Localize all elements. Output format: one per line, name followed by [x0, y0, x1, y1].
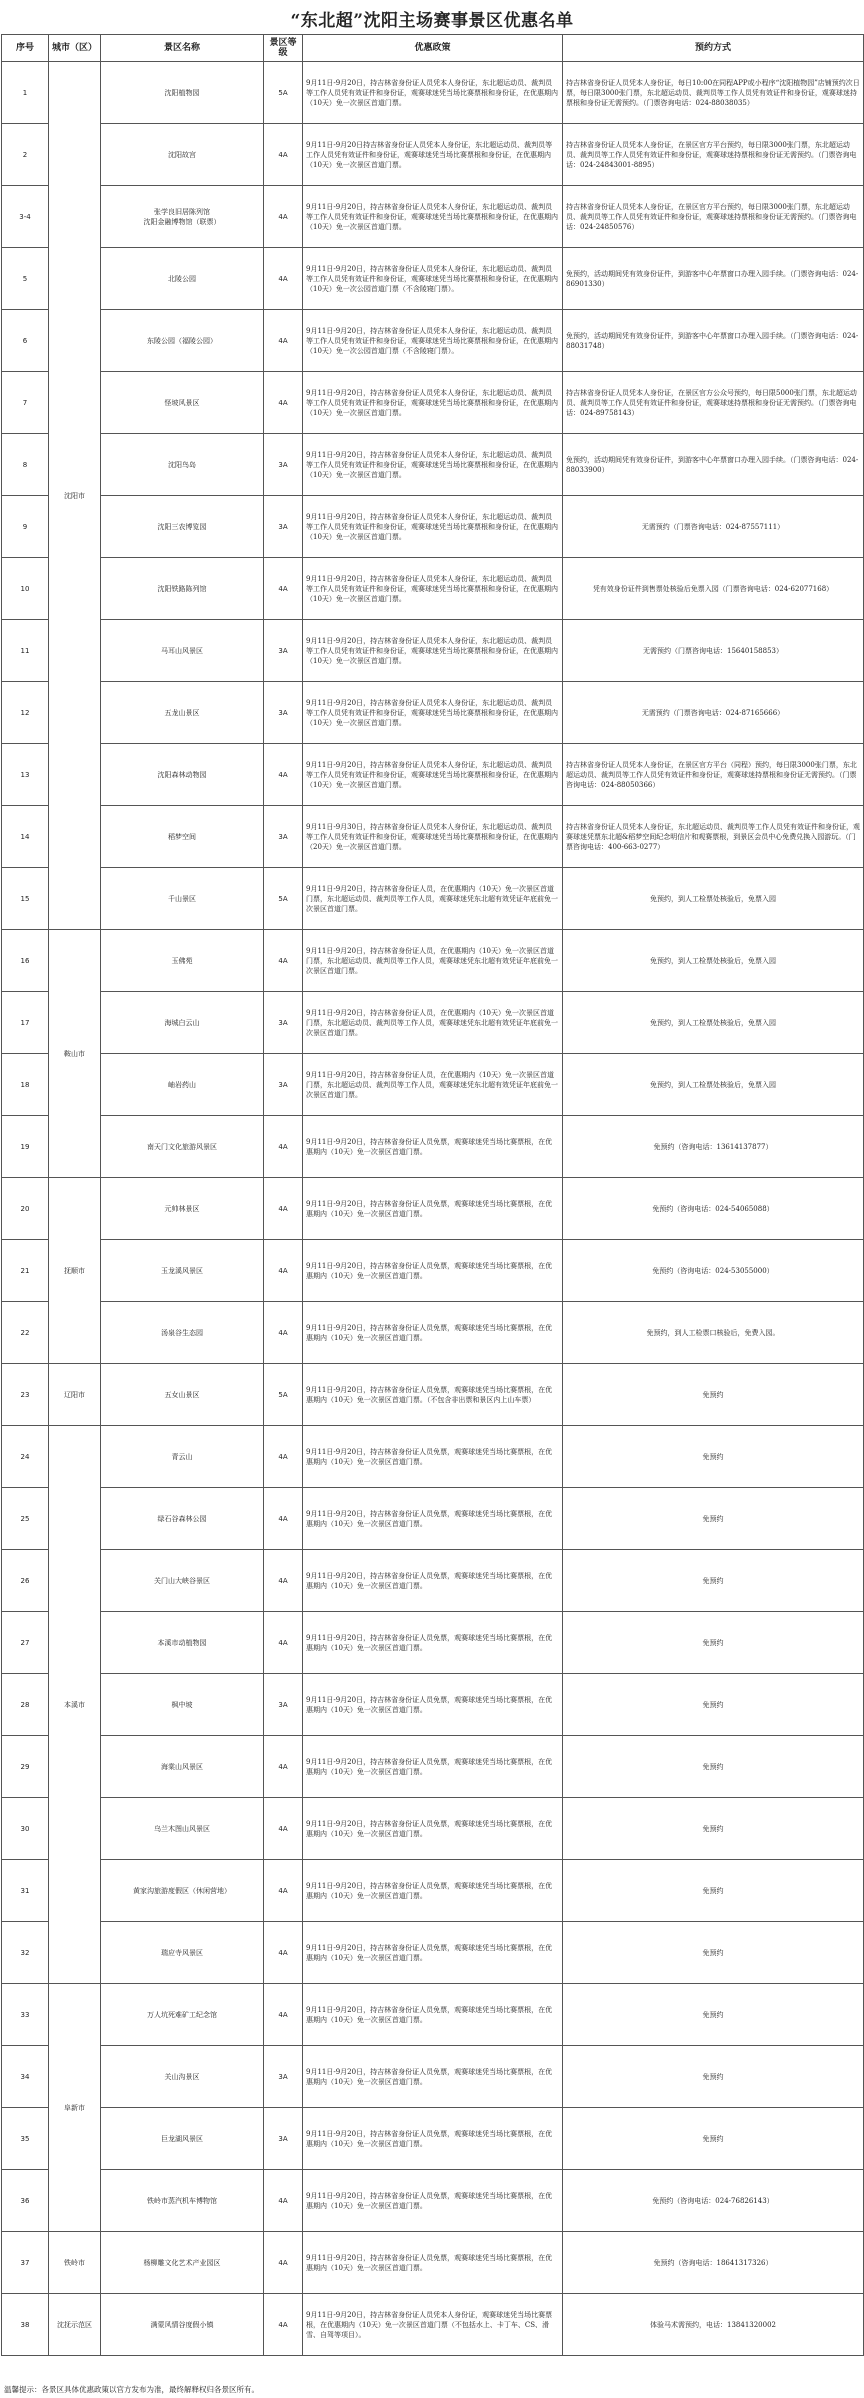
scenic-level: 4A [264, 1860, 303, 1922]
scenic-level: 4A [264, 1798, 303, 1860]
scenic-level: 3A [264, 1054, 303, 1116]
discount-policy: 9月11日-9月20日，持吉林省身份证人员免票，观赛球迷凭当场比赛票根，在优惠期内（10天）免一次景区首道门票。 [303, 1116, 563, 1178]
row-number: 32 [2, 1922, 49, 1984]
row-number: 8 [2, 434, 49, 496]
table-row [2, 868, 864, 930]
booking-method: 免预约 [563, 1860, 864, 1922]
booking-method: 免预约，到人工检票处核验后，免票入园 [563, 930, 864, 992]
booking-method: 免预约 [563, 1984, 864, 2046]
discount-policy: 9月11日-9月20日，持吉林省身份证人员凭本人身份证，观赛球迷凭当场比赛票根，在优惠期内（10天）免一次景区首道门票（不包括水上、卡丁车、CS、滑雪、自驾等项目）。 [303, 2294, 563, 2356]
booking-method: 免预约（咨询电话：024-53055000） [563, 1240, 864, 1302]
scenic-name: 沈阳故宫 [101, 124, 264, 186]
discount-policy: 9月11日-9月20日，持吉林省身份证人员免票，观赛球迷凭当场比赛票根，在优惠期内（10天）免一次景区首道门票。 [303, 2046, 563, 2108]
table-row [2, 1922, 864, 1984]
scenic-name: 绿石谷森林公园 [101, 1488, 264, 1550]
booking-method: 体验马术需预约，电话：13841320002 [563, 2294, 864, 2356]
table-row [2, 496, 864, 558]
city-cell: 辽阳市 [49, 1364, 101, 1426]
table-row [2, 1550, 864, 1612]
row-number: 31 [2, 1860, 49, 1922]
table-row [2, 930, 864, 992]
booking-method: 免预约，活动期间凭有效身份证件，到游客中心年票窗口办理入园手续。（门票咨询电话：024-88031748） [563, 310, 864, 372]
table-row [2, 806, 864, 868]
discount-policy: 9月11日-9月20日，持吉林省身份证人员免票，观赛球迷凭当场比赛票根，在优惠期内（10天）免一次景区首道门票。 [303, 1302, 563, 1364]
scenic-name: 万人坑死难矿工纪念馆 [101, 1984, 264, 2046]
booking-method: 凭有效身份证件到售票处核验后免票入园（门票咨询电话：024-62077168） [563, 558, 864, 620]
discount-policy: 9月11日-9月30日，持吉林省身份证人员凭本人身份证，东北超运动员、裁判员等工作人员凭有效证件和身份证，观赛球迷凭当场比赛票根和身份证，在优惠期内（20天）免一次景区首道门票。 [303, 806, 563, 868]
scenic-level: 4A [264, 1984, 303, 2046]
city-cell: 鞍山市 [49, 930, 101, 1178]
table-row [2, 1736, 864, 1798]
table-row [2, 558, 864, 620]
table-row [2, 2108, 864, 2170]
scenic-name: 五龙山景区 [101, 682, 264, 744]
table-body [2, 62, 864, 2356]
discount-policy: 9月11日-9月20日，持吉林省身份证人员免票，观赛球迷凭当场比赛票根，在优惠期内（10天）免一次景区首道门票。 [303, 1984, 563, 2046]
row-number: 3-4 [2, 186, 49, 248]
booking-method: 持吉林省身份证人员凭本人身份证，在景区官方平台预约，每日限3000张门票，东北超运动员、裁判员等工作人员凭有效证件和身份证，观赛球迷持票根和身份证无需预约。（门票咨询电话：024-24850576） [563, 186, 864, 248]
row-number: 14 [2, 806, 49, 868]
booking-method: 免预约（咨询电话：18641317326） [563, 2232, 864, 2294]
booking-method: 免预约 [563, 1922, 864, 1984]
booking-method: 免预约，到人工检票口核验后，免费入园。 [563, 1302, 864, 1364]
discount-policy: 9月11日-9月20日，持吉林省身份证人员免票，观赛球迷凭当场比赛票根，在优惠期内（10天）免一次景区首道门票。 [303, 1240, 563, 1302]
header-name: 景区名称 [101, 35, 264, 62]
row-number: 37 [2, 2232, 49, 2294]
table-row [2, 62, 864, 124]
scenic-name: 沈阳三农博览园 [101, 496, 264, 558]
table-row [2, 1240, 864, 1302]
row-number: 11 [2, 620, 49, 682]
row-number: 1 [2, 62, 49, 124]
discount-policy: 9月11日-9月20日，持吉林省身份证人员免票，观赛球迷凭当场比赛票根，在优惠期内（10天）免一次景区首道门票。 [303, 2232, 563, 2294]
booking-method: 免预约，到人工检票处核验后，免票入园 [563, 868, 864, 930]
scenic-name: 元帅林景区 [101, 1178, 264, 1240]
scenic-discount-table [1, 34, 864, 2356]
scenic-name: 海城白云山 [101, 992, 264, 1054]
scenic-name: 枫中坡 [101, 1674, 264, 1736]
scenic-name: 沈阳森林动物园 [101, 744, 264, 806]
scenic-level: 4A [264, 1426, 303, 1488]
row-number: 17 [2, 992, 49, 1054]
booking-method: 免预约 [563, 1550, 864, 1612]
row-number: 29 [2, 1736, 49, 1798]
scenic-name: 北陵公园 [101, 248, 264, 310]
scenic-name: 张学良旧居陈列馆 沈阳金融博物馆（联票） [101, 186, 264, 248]
table-row [2, 1612, 864, 1674]
header-level: 景区等级 [264, 35, 303, 62]
scenic-level: 4A [264, 1488, 303, 1550]
scenic-name: 南天门文化旅游风景区 [101, 1116, 264, 1178]
scenic-level: 4A [264, 310, 303, 372]
scenic-level: 4A [264, 1612, 303, 1674]
table-row [2, 1116, 864, 1178]
scenic-level: 4A [264, 558, 303, 620]
discount-policy: 9月11日-9月20日，持吉林省身份证人员免票，观赛球迷凭当场比赛票根，在优惠期内（10天）免一次景区首道门票。 [303, 1860, 563, 1922]
scenic-name: 青云山 [101, 1426, 264, 1488]
booking-method: 免预约 [563, 1674, 864, 1736]
booking-method: 免预约（咨询电话：024-54065088） [563, 1178, 864, 1240]
row-number: 13 [2, 744, 49, 806]
discount-policy: 9月11日-9月20日，持吉林省身份证人员免票，观赛球迷凭当场比赛票根，在优惠期内（10天）免一次景区首道门票。 [303, 1612, 563, 1674]
row-number: 30 [2, 1798, 49, 1860]
city-cell: 沈阳市 [49, 62, 101, 930]
row-number: 35 [2, 2108, 49, 2170]
row-number: 15 [2, 868, 49, 930]
scenic-level: 4A [264, 372, 303, 434]
booking-method: 免预约 [563, 1612, 864, 1674]
table-header-row [2, 35, 864, 62]
discount-policy: 9月11日-9月20日，持吉林省身份证人员免票，观赛球迷凭当场比赛票根，在优惠期内（10天）免一次景区首道门票。（不包含非出票和景区内上山车票） [303, 1364, 563, 1426]
discount-policy: 9月11日-9月20日，持吉林省身份证人员免票，观赛球迷凭当场比赛票根，在优惠期内（10天）免一次景区首道门票。 [303, 1736, 563, 1798]
scenic-name: 关山沟景区 [101, 2046, 264, 2108]
table-row [2, 620, 864, 682]
table-row [2, 2232, 864, 2294]
header-city: 城市（区） [49, 35, 101, 62]
table-row [2, 2170, 864, 2232]
row-number: 2 [2, 124, 49, 186]
table-row [2, 372, 864, 434]
scenic-level: 4A [264, 1736, 303, 1798]
row-number: 7 [2, 372, 49, 434]
discount-policy: 9月11日-9月20日，持吉林省身份证人员凭本人身份证，东北超运动员、裁判员等工作人员凭有效证件和身份证，观赛球迷凭当场比赛票根和身份证，在优惠期内（10天）免一次景区首道门票。 [303, 434, 563, 496]
table-row [2, 1798, 864, 1860]
scenic-level: 3A [264, 620, 303, 682]
table-row [2, 2294, 864, 2356]
discount-policy: 9月11日-9月20日，持吉林省身份证人员凭本人身份证，东北超运动员、裁判员等工作人员凭有效证件和身份证，观赛球迷凭当场比赛票根和身份证，在优惠期内（10天）免一次景区首道门票。 [303, 682, 563, 744]
discount-policy: 9月11日-9月20日，持吉林省身份证人员免票，观赛球迷凭当场比赛票根，在优惠期内（10天）免一次景区首道门票。 [303, 1426, 563, 1488]
header-policy: 优惠政策 [303, 35, 563, 62]
scenic-name: 本溪市动植物园 [101, 1612, 264, 1674]
page-title: “东北超”沈阳主场赛事景区优惠名单 [290, 11, 574, 31]
row-number: 5 [2, 248, 49, 310]
scenic-name: 巨龙湖风景区 [101, 2108, 264, 2170]
table-row [2, 1426, 864, 1488]
header-booking: 预约方式 [563, 35, 864, 62]
table-row [2, 1488, 864, 1550]
table-row [2, 124, 864, 186]
scenic-name: 玉龙溪风景区 [101, 1240, 264, 1302]
booking-method: 免预约，到人工检票处核验后，免票入园 [563, 992, 864, 1054]
discount-policy: 9月11日-9月20日，持吉林省身份证人员凭本人身份证，东北超运动员、裁判员等工作人员凭有效证件和身份证，观赛球迷凭当场比赛票根和身份证，在优惠期内（10天）免一次景区首道门票。 [303, 186, 563, 248]
row-number: 22 [2, 1302, 49, 1364]
table-row [2, 434, 864, 496]
scenic-name: 铁岭市蒸汽机车博物馆 [101, 2170, 264, 2232]
discount-policy: 9月11日-9月20日，持吉林省身份证人员免票，观赛球迷凭当场比赛票根，在优惠期内（10天）免一次景区首道门票。 [303, 1674, 563, 1736]
scenic-level: 3A [264, 806, 303, 868]
footer-tip: 温馨提示：各景区具体优惠政策以官方发布为准，最终解释权归各景区所有。 [4, 2385, 259, 2394]
scenic-level: 3A [264, 434, 303, 496]
scenic-level: 4A [264, 2170, 303, 2232]
scenic-level: 4A [264, 1550, 303, 1612]
scenic-level: 5A [264, 868, 303, 930]
booking-method: 无需预约（门票咨询电话：024-87165666） [563, 682, 864, 744]
scenic-name: 岫岩药山 [101, 1054, 264, 1116]
scenic-level: 3A [264, 992, 303, 1054]
row-number: 9 [2, 496, 49, 558]
scenic-name: 海棠山风景区 [101, 1736, 264, 1798]
scenic-level: 4A [264, 1922, 303, 1984]
scenic-name: 满蒙风情谷度假小镇 [101, 2294, 264, 2356]
booking-method: 持吉林省身份证人员凭本人身份证，在景区官方公众号预约，每日限5000张门票，东北超运动员、裁判员等工作人员凭有效证件和身份证，观赛球迷持票根和身份证无需预约。（门票咨询电话：024-89758143） [563, 372, 864, 434]
booking-method: 免预约 [563, 1798, 864, 1860]
booking-method: 免预约 [563, 2046, 864, 2108]
booking-method: 免预约 [563, 1426, 864, 1488]
scenic-name: 玉佛苑 [101, 930, 264, 992]
discount-policy: 9月11日-9月20日，持吉林省身份证人员，在优惠期内（10天）免一次景区首道门票，东北超运动员、裁判员等工作人员，观赛球迷凭东北超有效凭证年底前免一次景区首道门票。 [303, 992, 563, 1054]
scenic-name: 马耳山风景区 [101, 620, 264, 682]
table-row [2, 248, 864, 310]
table-row [2, 992, 864, 1054]
booking-method: 持吉林省身份证人员凭本人身份证，在景区官方平台（同程）预约，每日限3000张门票，东北超运动员、裁判员等工作人员凭有效证件和身份证，观赛球迷持票根和身份证无需预约。（门票咨询电话：024-88050366） [563, 744, 864, 806]
booking-method: 免预约 [563, 1736, 864, 1798]
row-number: 28 [2, 1674, 49, 1736]
scenic-level: 4A [264, 930, 303, 992]
booking-method: 无需预约（门票咨询电话：024-87557111） [563, 496, 864, 558]
scenic-level: 3A [264, 682, 303, 744]
scenic-level: 4A [264, 2232, 303, 2294]
scenic-name: 东陵公园（福陵公园） [101, 310, 264, 372]
table-row [2, 1860, 864, 1922]
booking-method: 持吉林省身份证人员凭本人身份证，每日10:00在同程APP或小程序“沈阳植物园”店铺预约次日票，每日限3000张门票，东北超运动员、裁判员等工作人员凭有效证件和身份证，观赛球迷持票根和身份证无需预约。（门票咨询电话：024-88038035） [563, 62, 864, 124]
scenic-name: 关门山大峡谷景区 [101, 1550, 264, 1612]
booking-method: 免预约，活动期间凭有效身份证件，到游客中心年票窗口办理入园手续。（门票咨询电话：024-86901330） [563, 248, 864, 310]
scenic-level: 4A [264, 248, 303, 310]
row-number: 23 [2, 1364, 49, 1426]
scenic-level: 5A [264, 1364, 303, 1426]
scenic-name: 瑞应寺风景区 [101, 1922, 264, 1984]
scenic-name: 沈阳鸟岛 [101, 434, 264, 496]
row-number: 21 [2, 1240, 49, 1302]
scenic-level: 4A [264, 1116, 303, 1178]
discount-policy: 9月11日-9月20日，持吉林省身份证人员，在优惠期内（10天）免一次景区首道门票，东北超运动员、裁判员等工作人员，观赛球迷凭东北超有效凭证年底前免一次景区首道门票。 [303, 1054, 563, 1116]
row-number: 26 [2, 1550, 49, 1612]
table-row [2, 1984, 864, 2046]
scenic-level: 4A [264, 744, 303, 806]
table-row [2, 310, 864, 372]
row-number: 20 [2, 1178, 49, 1240]
table-row [2, 1302, 864, 1364]
row-number: 19 [2, 1116, 49, 1178]
header-no: 序号 [2, 35, 49, 62]
booking-method: 免预约，到人工检票处核验后，免票入园 [563, 1054, 864, 1116]
row-number: 16 [2, 930, 49, 992]
table-row [2, 1054, 864, 1116]
row-number: 38 [2, 2294, 49, 2356]
table-row [2, 682, 864, 744]
booking-method: 免预约 [563, 2108, 864, 2170]
discount-policy: 9月11日-9月20日，持吉林省身份证人员凭本人身份证，东北超运动员、裁判员等工作人员凭有效证件和身份证，观赛球迷凭当场比赛票根和身份证，在优惠期内（10天）免一次景区首道门票。 [303, 558, 563, 620]
scenic-name: 怪坡风景区 [101, 372, 264, 434]
table-row [2, 1178, 864, 1240]
discount-policy: 9月11日-9月20日，持吉林省身份证人员免票，观赛球迷凭当场比赛票根，在优惠期内（10天）免一次景区首道门票。 [303, 1798, 563, 1860]
scenic-level: 3A [264, 1674, 303, 1736]
discount-policy: 9月11日-9月20日，持吉林省身份证人员免票，观赛球迷凭当场比赛票根，在优惠期内（10天）免一次景区首道门票。 [303, 1178, 563, 1240]
discount-policy: 9月11日-9月20日，持吉林省身份证人员，在优惠期内（10天）免一次景区首道门票，东北超运动员、裁判员等工作人员，观赛球迷凭东北超有效凭证年底前免一次景区首道门票。 [303, 930, 563, 992]
scenic-level: 4A [264, 1178, 303, 1240]
city-cell: 沈抚示范区 [49, 2294, 101, 2356]
scenic-name: 汤泉谷生态园 [101, 1302, 264, 1364]
city-cell: 抚顺市 [49, 1178, 101, 1364]
table-row [2, 1674, 864, 1736]
row-number: 6 [2, 310, 49, 372]
city-cell: 铁岭市 [49, 2232, 101, 2294]
row-number: 36 [2, 2170, 49, 2232]
discount-policy: 9月11日-9月20日，持吉林省身份证人员免票，观赛球迷凭当场比赛票根，在优惠期内（10天）免一次景区首道门票。 [303, 2108, 563, 2170]
row-number: 34 [2, 2046, 49, 2108]
scenic-name: 杨柳雕文化艺术产业园区 [101, 2232, 264, 2294]
booking-method: 免预约，活动期间凭有效身份证件，到游客中心年票窗口办理入园手续。（门票咨询电话：024-88033900） [563, 434, 864, 496]
discount-policy: 9月11日-9月20日，持吉林省身份证人员凭本人身份证，东北超运动员、裁判员等工作人员凭有效证件和身份证，观赛球迷凭当场比赛票根和身份证，在优惠期内（10天）免一次景区首道门票。 [303, 744, 563, 806]
booking-method: 免预约 [563, 1488, 864, 1550]
city-cell: 阜新市 [49, 1984, 101, 2232]
scenic-level: 4A [264, 1302, 303, 1364]
scenic-level: 4A [264, 124, 303, 186]
scenic-level: 3A [264, 2046, 303, 2108]
discount-policy: 9月11日-9月20日持吉林省身份证人员凭本人身份证，东北超运动员、裁判员等工作人员凭有效证件和身份证，观赛球迷凭当场比赛票根和身份证，在优惠期内（10天）免一次景区首道门票。 [303, 124, 563, 186]
discount-policy: 9月11日-9月20日，持吉林省身份证人员凭本人身份证，东北超运动员、裁判员等工作人员凭有效证件和身份证，观赛球迷凭当场比赛票根和身份证，在优惠期内（10天）免一次景区首道门票。 [303, 62, 563, 124]
scenic-name: 稻梦空间 [101, 806, 264, 868]
table-row [2, 186, 864, 248]
scenic-level: 4A [264, 186, 303, 248]
scenic-name: 千山景区 [101, 868, 264, 930]
discount-policy: 9月11日-9月20日，持吉林省身份证人员，在优惠期内（10天）免一次景区首道门票，东北超运动员、裁判员等工作人员，观赛球迷凭东北超有效凭证年底前免一次景区首道门票。 [303, 868, 563, 930]
discount-policy: 9月11日-9月20日，持吉林省身份证人员免票，观赛球迷凭当场比赛票根，在优惠期内（10天）免一次景区首道门票。 [303, 1922, 563, 1984]
discount-policy: 9月11日-9月20日，持吉林省身份证人员免票，观赛球迷凭当场比赛票根，在优惠期内（10天）免一次景区首道门票。 [303, 2170, 563, 2232]
discount-policy: 9月11日-9月20日，持吉林省身份证人员凭本人身份证，东北超运动员、裁判员等工作人员凭有效证件和身份证，观赛球迷凭当场比赛票根和身份证，在优惠期内（10天）免一次公园首道门票（不含陵寝门票）。 [303, 248, 563, 310]
row-number: 27 [2, 1612, 49, 1674]
booking-method: 免预约 [563, 1364, 864, 1426]
scenic-name: 沈阳植物园 [101, 62, 264, 124]
row-number: 33 [2, 1984, 49, 2046]
booking-method: 无需预约（门票咨询电话：15640158853） [563, 620, 864, 682]
table-row [2, 1364, 864, 1426]
table-row [2, 2046, 864, 2108]
row-number: 25 [2, 1488, 49, 1550]
row-number: 12 [2, 682, 49, 744]
scenic-name: 黄家沟旅游度假区（休闲营地） [101, 1860, 264, 1922]
table-row [2, 744, 864, 806]
booking-method: 免预约（咨询电话：13614137877） [563, 1116, 864, 1178]
row-number: 24 [2, 1426, 49, 1488]
discount-policy: 9月11日-9月20日，持吉林省身份证人员免票，观赛球迷凭当场比赛票根，在优惠期内（10天）免一次景区首道门票。 [303, 1550, 563, 1612]
scenic-name: 乌兰木图山风景区 [101, 1798, 264, 1860]
booking-method: 持吉林省身份证人员凭本人身份证，东北超运动员、裁判员等工作人员凭有效证件和身份证，观赛球迷凭票东北超&稻梦空间纪念明信片和观赛票根，到景区会员中心免费兑换入园游玩。（门票咨询电话：400-663-0277） [563, 806, 864, 868]
scenic-level: 5A [264, 62, 303, 124]
row-number: 10 [2, 558, 49, 620]
discount-policy: 9月11日-9月20日，持吉林省身份证人员凭本人身份证，东北超运动员、裁判员等工作人员凭有效证件和身份证，观赛球迷凭当场比赛票根和身份证，在优惠期内（10天）免一次景区首道门票。 [303, 620, 563, 682]
scenic-level: 4A [264, 2294, 303, 2356]
scenic-name: 五女山景区 [101, 1364, 264, 1426]
discount-policy: 9月11日-9月20日，持吉林省身份证人员凭本人身份证，东北超运动员、裁判员等工作人员凭有效证件和身份证，观赛球迷凭当场比赛票根和身份证，在优惠期内（10天）免一次景区首道门票。 [303, 496, 563, 558]
booking-method: 持吉林省身份证人员凭本人身份证，在景区官方平台预约，每日限3000张门票，东北超运动员、裁判员等工作人员凭有效证件和身份证，观赛球迷持票根和身份证无需预约。（门票咨询电话：024-24843001-8895） [563, 124, 864, 186]
discount-policy: 9月11日-9月20日，持吉林省身份证人员凭本人身份证，东北超运动员、裁判员等工作人员凭有效证件和身份证，观赛球迷凭当场比赛票根和身份证，在优惠期内（10天）免一次景区首道门票。 [303, 372, 563, 434]
city-cell: 本溪市 [49, 1426, 101, 1984]
row-number: 18 [2, 1054, 49, 1116]
booking-method: 免预约（咨询电话：024-76826143） [563, 2170, 864, 2232]
scenic-level: 4A [264, 1240, 303, 1302]
scenic-level: 3A [264, 2108, 303, 2170]
scenic-level: 3A [264, 496, 303, 558]
discount-policy: 9月11日-9月20日，持吉林省身份证人员凭本人身份证，东北超运动员、裁判员等工作人员凭有效证件和身份证，观赛球迷凭当场比赛票根和身份证，在优惠期内（10天）免一次公园首道门票（不含陵寝门票）。 [303, 310, 563, 372]
scenic-name: 沈阳铁路陈列馆 [101, 558, 264, 620]
discount-policy: 9月11日-9月20日，持吉林省身份证人员免票，观赛球迷凭当场比赛票根，在优惠期内（10天）免一次景区首道门票。 [303, 1488, 563, 1550]
